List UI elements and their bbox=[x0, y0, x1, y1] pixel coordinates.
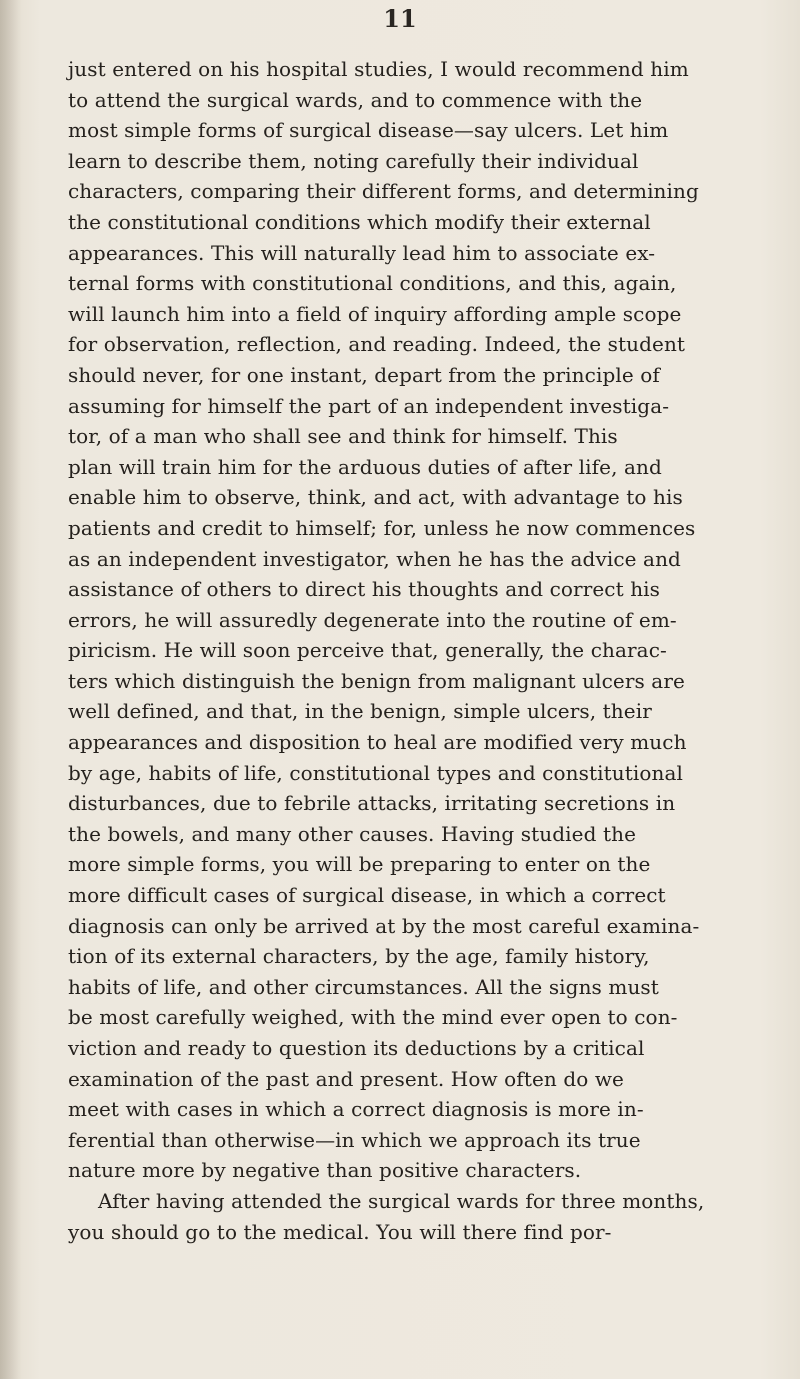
text-line: assuming for himself the part of an independent investiga- bbox=[68, 393, 670, 418]
text-line: learn to describe them, noting carefully their individual bbox=[68, 148, 639, 173]
text-line: ters which distinguish the benign from malignant ulcers are bbox=[68, 668, 685, 693]
text-line: diagnosis can only be arrived at by the most careful examina- bbox=[68, 913, 700, 938]
text-line: errors, he will assuredly degenerate into the routine of em- bbox=[68, 607, 677, 632]
text-line: meet with cases in which a correct diagnosis is more in- bbox=[68, 1097, 644, 1122]
text-line: ternal forms with constitutional conditions, and this, again, bbox=[68, 271, 677, 296]
text-line: appearances. This will naturally lead him to associate ex- bbox=[68, 240, 656, 265]
text-line: most simple forms of surgical disease—say ulcers. Let him bbox=[68, 118, 669, 143]
text-line: patients and credit to himself; for, unless he now commences bbox=[68, 515, 696, 540]
text-line: more difficult cases of surgical disease, in which a correct bbox=[68, 883, 666, 908]
page-number: 11 bbox=[383, 4, 417, 33]
text-line: more simple forms, you will be preparing to enter on the bbox=[68, 852, 651, 877]
text-line: enable him to observe, think, and act, with advantage to his bbox=[68, 485, 683, 510]
text-line: nature more by negative than positive characters. bbox=[68, 1158, 582, 1183]
text-line: examination of the past and present. How often do we bbox=[68, 1066, 624, 1091]
text-line: just entered on his hospital studies, I would recommend him bbox=[68, 57, 689, 81]
text-line: well defined, and that, in the benign, simple ulcers, their bbox=[68, 699, 652, 724]
text-line: plan will train him for the arduous duties of after life, and bbox=[68, 454, 662, 479]
text-line: should never, for one instant, depart from the principle of bbox=[68, 362, 660, 387]
text-line: ferential than otherwise—in which we approach its true bbox=[68, 1127, 641, 1152]
text-line: tor, of a man who shall see and think for himself. This bbox=[68, 424, 618, 449]
page-gutter-shadow bbox=[0, 0, 22, 1379]
text-line: characters, comparing their different forms, and determining bbox=[68, 179, 699, 204]
text-line: tion of its external characters, by the age, family history, bbox=[68, 944, 650, 969]
text-line: piricism. He will soon perceive that, generally, the charac- bbox=[68, 638, 667, 663]
text-line: by age, habits of life, constitutional types and constitutional bbox=[68, 760, 683, 785]
text-line: as an independent investigator, when he has the advice and bbox=[68, 546, 681, 571]
paragraph-start-line: After having attended the surgical wards for three months, bbox=[98, 1188, 705, 1213]
text-line: will launch him into a field of inquiry affording ample scope bbox=[68, 301, 682, 326]
text-line: be most carefully weighed, with the mind ever open to con- bbox=[68, 1005, 678, 1030]
text-line: to attend the surgical wards, and to commence with the bbox=[68, 87, 643, 112]
text-line: habits of life, and other circumstances. All the signs must bbox=[68, 974, 659, 999]
text-line: appearances and disposition to heal are modified very much bbox=[68, 730, 687, 755]
text-line: you should go to the medical. You will there find por- bbox=[68, 1219, 612, 1244]
text-line: for observation, reflection, and reading. Indeed, the student bbox=[68, 332, 686, 357]
text-line: the bowels, and many other causes. Having studied the bbox=[68, 821, 637, 846]
text-line: disturbances, due to febrile attacks, irritating secretions in bbox=[68, 791, 676, 816]
text-line: assistance of others to direct his thoughts and correct his bbox=[68, 577, 661, 602]
text-line: viction and ready to question its deductions by a critical bbox=[68, 1036, 645, 1060]
body-text bbox=[68, 54, 788, 1247]
text-line: the constitutional conditions which modify their external bbox=[68, 209, 651, 234]
